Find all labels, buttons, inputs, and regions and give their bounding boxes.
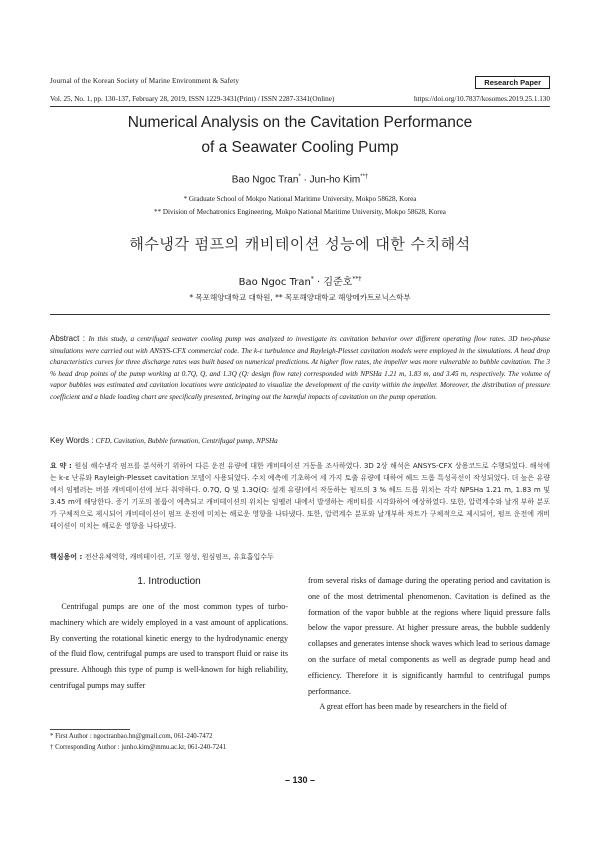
korean-author-separator: · — [313, 277, 324, 288]
title-line-2: of a Seawater Cooling Pump — [201, 139, 399, 156]
korean-author-2: 김준호 — [323, 277, 353, 288]
korean-title: 해수냉각 펌프의 캐비테이션 성능에 대한 수치해석 — [129, 235, 471, 253]
affiliation-2: ** Division of Mechatronics Engineering, Mokpo National Maritime University, Mokpo 58628, Korea — [154, 208, 446, 216]
intro-paragraph-1: Centrifugal pumps are one of the most common types of turbo-machinery which are widely employed in a vast amount of applications. By converting the rotational kinetic energy to the hydrodynamic energy of the fluid flow, centrifugal pumps are used to transport fluid or raise its pressure. Although this type of pump is well-known for high reliability, centrifugal pumps may suffer — [50, 602, 288, 690]
korean-summary-text: 원심 해수냉각 펌프를 분석하기 위하여 다른 운전 유량에 대한 캐비테이션 거동을 조사하였다. 3D 2상 해석은 ANSYS-CFX 상용코드로 수행되었다. 해석에는 k-ε 난류와 Rayleigh-Plesset cavitation 모델이 사용되었다. 수치 예측에 기초하여 세 가지 토출 유량에 대하여 헤드 드롭 특성곡선이 작성되었다. 더 높은 유량에서 임펠러는 버블 캐비테이션에 보다 취약하다. 0.7Q, Q 및 1.3Q(Q: 설계 유량)에서 작동하는 펌프의 3 % 헤드 드롭 위치는 각각 NPSHa 1.21 m, 1.83 m 및 3.45 m에 해당한다. 증기 기포의 볼륨이 예측되고 캐비테이션의 위치는 임펠러 내에서 발생하는 캐비티를 시각화하여 예상하였다. 또한, 압력계수와 날개 부하 분포가 구체적으로 제시되어 캐비테이션이 펌프 운전에 미치는 해로운 영향을 나타냈다. 또한, 압력계수 분포와 날개부하 차트가 구체적으로 제시되어, 펌프 운전에 캐비테이션이 미치는 해로운 영향을 나타냈다. — [50, 462, 550, 531]
volume-info: Vol. 25, No. 1, pp. 130-137, February 28, 2019, ISSN 1229-3431(Print) / ISSN 2287-3341(Online) — [50, 95, 335, 103]
intro-paragraph-continued: from several risks of damage during the operating period and cavitation is one of the most detrimental phenomenon. Cavitation is defined as the formation of the vapor bubble at the regions where liquid pressure falls below the vapor pressure. At higher pressure areas, the bubble suddenly collapses and generates intense shock waves which lead to serious damage on the surface of metal components as well as degrade pump head and efficiency. Therefore it is significantly harmful to centrifugal pumps performance. — [308, 576, 550, 696]
author-separator: · — [300, 174, 310, 186]
left-column — [50, 599, 288, 694]
header-rule — [50, 106, 550, 107]
author-2: Jun-ho Kim — [309, 174, 361, 186]
page-number: – 130 – — [284, 775, 316, 785]
korean-author-1: Bao Ngoc Tran — [238, 277, 311, 288]
title-line-1: Numerical Analysis on the Cavitation Performance — [127, 114, 473, 131]
korean-keywords — [50, 552, 274, 562]
korean-author-2-mark: **† — [352, 275, 362, 283]
abstract-text: In this study, a centrifugal seawater cooling pump was analyzed to investigate its cavitation behavior over different operating flow rates. 3D two-phase simulations were carried out with ANSYS-CFX commercial code. The k-ε turbulence and Rayleigh-Plesset cavitation models were employed in the simulations. A head drop characteristics curves for three discharge rates was built based on numerical predictions. At higher flow rates, the impeller was more vulnerable to bubble cavitation. The 3 % head drop points of the pump working at 0.7Q, Q, and 1.3Q (Q: design flow rate) corresponded with NPSHa 1.21 m, 1.83 m, and 3.45 m, respectively. The volume of vapor bubbles was estimated and cavitation locations were anticipated to visualize the development of the cavity within the impeller. Moreover, the distribution of pressure coefficient and a blade loading chart are specifically presented, bringing out the harmful impacts of cavitation on the pump operation. — [50, 335, 551, 401]
journal-name: Journal of the Korean Society of Marine Environment & Safety — [50, 77, 240, 85]
author-1: Bao Ngoc Tran — [231, 174, 299, 186]
research-paper-badge: Research Paper — [475, 76, 550, 89]
abstract-rule — [50, 314, 550, 315]
korean-authors — [0, 273, 600, 288]
korean-summary-label: 요 약 : — [50, 462, 75, 470]
affiliation-1: * Graduate School of Mokpo National Maritime University, Mokpo 58628, Korea — [183, 195, 417, 203]
paper-title — [40, 110, 560, 160]
authors — [0, 174, 600, 185]
korean-summary — [50, 460, 550, 533]
author-1-mark: * — [298, 174, 301, 180]
right-column — [308, 573, 550, 715]
abstract — [50, 333, 550, 404]
footnote-rule — [50, 729, 130, 730]
keywords — [50, 436, 550, 445]
korean-keywords-text: 전산유체역학, 캐비테이션, 기포 형성, 원심펌프, 유효흡입수두 — [84, 553, 274, 561]
keywords-label: Key Words : — [50, 436, 96, 445]
korean-affiliation: * 목포해양대학교 대학원, ** 목포해양대학교 해양메카트로닉스학부 — [189, 293, 411, 302]
intro-paragraph-2: A great effort has been made by researchers in the field of — [319, 702, 507, 712]
doi-link[interactable]: https://doi.org/10.7837/kosomes.2019.25.1.130 — [413, 95, 550, 103]
korean-author-1-mark: * — [310, 275, 314, 283]
abstract-label: Abstract : — [50, 334, 89, 343]
footnote-first-author: * First Author : ngoctranbao.hn@gmail.com, 061-240-7472 — [50, 733, 213, 740]
keywords-text: CFD, Cavitation, Bubble formation, Centrifugal pump, NPSHa — [95, 437, 278, 445]
section-heading: 1. Introduction — [137, 576, 201, 587]
footnote-corresponding-author: † Corresponding Author : junho.kim@mmu.ac.kr, 061-240-7241 — [50, 744, 227, 751]
author-2-mark: **† — [360, 174, 369, 180]
korean-keywords-label: 핵심용어 : — [50, 553, 85, 561]
